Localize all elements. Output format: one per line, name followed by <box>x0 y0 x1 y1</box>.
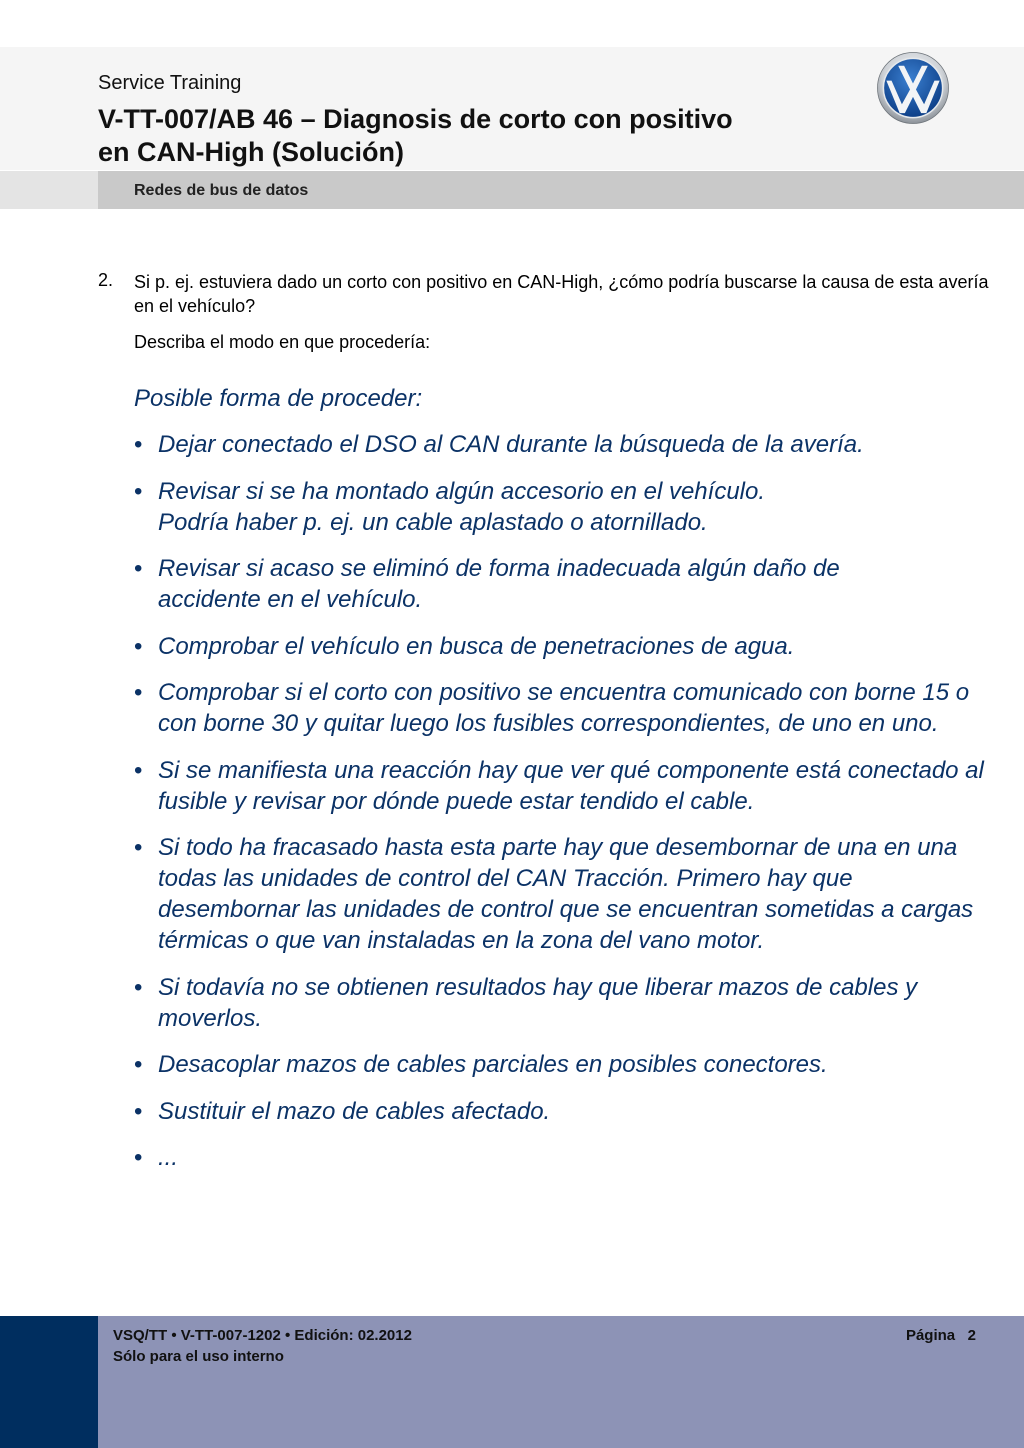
footer-page <box>906 1327 976 1344</box>
subbar-left <box>0 171 98 209</box>
list-item-text: Comprobar si el corto con positivo se encuentra comunicado con borne 15 o con borne 30 y quitar luego los fusibles correspondientes, de uno en uno. <box>158 679 970 737</box>
list-item <box>134 631 984 662</box>
service-training-label: Service Training <box>98 72 242 94</box>
question-number: 2. <box>98 270 114 290</box>
footer-left-block <box>0 1316 98 1448</box>
answer-block <box>134 383 984 1189</box>
list-item-text: Si todavía no se obtienen resultados hay que liberar mazos de cables y moverlos. <box>158 973 918 1032</box>
answer-heading: Posible forma de proceder: <box>134 385 423 412</box>
bullet-icon: • <box>134 1051 143 1078</box>
footer <box>98 1316 1024 1448</box>
title-line-1: V-TT-007/AB 46 – Diagnosis de corto con positivo <box>98 104 733 134</box>
list-item <box>134 832 993 956</box>
list-item-text: Si todo ha fracasado hasta esta parte hay que desembornar de una en una todas las unidades de control del CAN Tracción. Primero hay que desembornar las unidades de control que se encuentran sometidas a cargas térmicas o que van instaladas en la zona del vano motor. <box>158 834 974 954</box>
list-item <box>134 553 938 615</box>
list-item <box>134 677 978 739</box>
page-number: 2 <box>967 1327 976 1344</box>
top-band <box>0 0 1024 47</box>
section-bar <box>98 171 1024 209</box>
list-item-text: Comprobar el vehículo en busca de penetraciones de agua. <box>158 632 795 660</box>
title-line-2: en CAN-High (Solución) <box>98 137 404 167</box>
page-label: Página <box>905 1327 956 1344</box>
bullet-icon: • <box>134 756 143 784</box>
list-item-text: Dejar conectado el DSO al CAN durante la búsqueda de la avería. <box>158 431 864 458</box>
list-item <box>134 1049 984 1080</box>
bullet-icon: • <box>134 973 143 1001</box>
list-item <box>134 755 988 817</box>
list-item <box>134 476 838 538</box>
bullet-icon: • <box>134 834 143 861</box>
bullet-icon: • <box>134 431 143 458</box>
list-item <box>134 972 988 1034</box>
bullet-icon: • <box>134 1097 143 1125</box>
list-item-text: Revisar si se ha montado algún accesorio en el vehículo. Podría haber p. ej. un cable aplastado o atornillado. <box>158 477 766 536</box>
list-item <box>134 429 984 460</box>
list-item-text: ... <box>158 1144 179 1171</box>
question-text: Si p. ej. estuviera dado un corto con positivo en CAN-High, ¿cómo podría buscarse la causa de esta avería en el vehículo? <box>134 272 989 316</box>
footer-doc-info: VSQ/TT • V-TT-007-1202 • Edición: 02.2012 <box>113 1327 412 1344</box>
bullet-icon: • <box>134 1144 143 1171</box>
bullet-icon: • <box>134 477 143 505</box>
list-item <box>134 1142 984 1173</box>
question-instruction: Describa el modo en que procedería: <box>134 332 431 352</box>
footer-internal-note: Sólo para el uso interno <box>113 1348 284 1365</box>
list-item-text: Revisar si acaso se eliminó de forma inadecuada algún daño de accidente en el vehículo. <box>158 555 840 613</box>
bullet-icon: • <box>134 632 143 660</box>
vw-logo-icon <box>876 51 950 125</box>
bullet-icon: • <box>134 555 143 582</box>
list-item-text: Si se manifiesta una reacción hay que ver qué componente está conectado al fusible y revisar por dónde puede estar tendido el cable. <box>158 756 984 815</box>
bullet-icon: • <box>134 679 143 706</box>
list-item-text: Sustituir el mazo de cables afectado. <box>158 1097 551 1125</box>
list-item-text: Desacoplar mazos de cables parciales en posibles conectores. <box>158 1051 828 1078</box>
answer-list <box>134 429 984 1173</box>
page-title <box>98 103 818 169</box>
section-label: Redes de bus de datos <box>134 182 309 199</box>
list-item <box>134 1096 984 1127</box>
